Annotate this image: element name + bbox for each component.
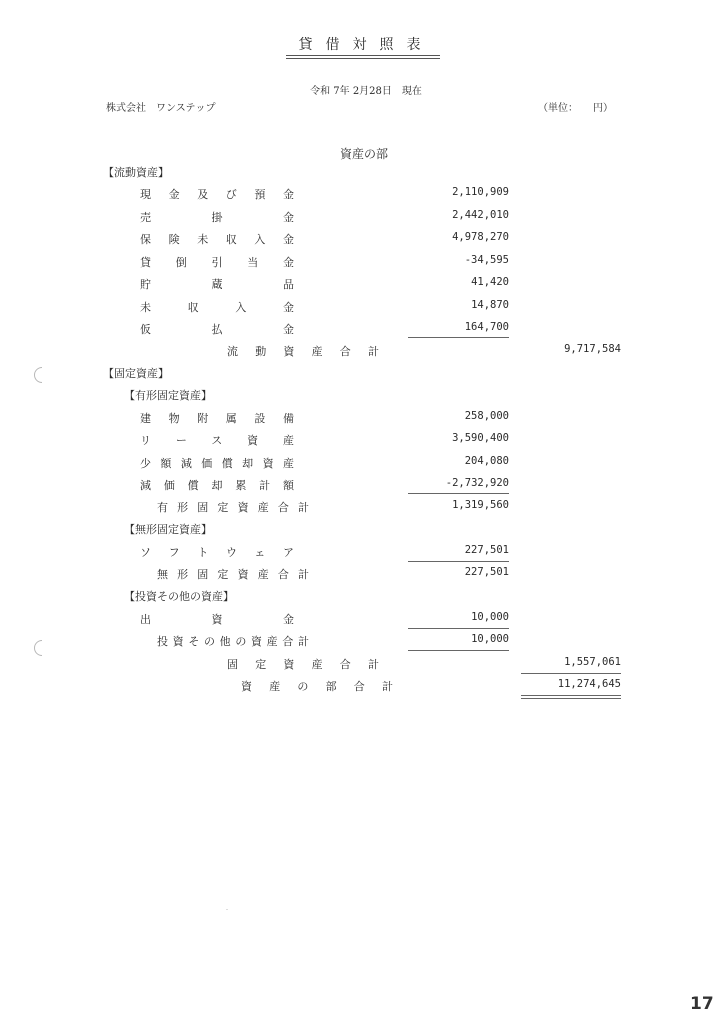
fixed-assets-heading: 【固定資産】	[103, 367, 169, 380]
punch-hole-mark	[34, 367, 50, 383]
line-item-value: 258,000	[464, 410, 509, 422]
investments-total-value: 10,000	[471, 633, 509, 645]
title-underline-second	[286, 58, 440, 59]
line-item-value: -34,595	[464, 254, 509, 266]
tangible-assets-heading: 【有形固定資産】	[124, 389, 212, 402]
intangible-assets-heading: 【無形固定資産】	[124, 523, 212, 536]
line-item-value: 41,420	[471, 276, 509, 288]
line-item-label: 未収入金	[140, 301, 294, 314]
line-item-label: 貸倒引当金	[140, 256, 294, 269]
line-item-value: 3,590,400	[452, 432, 509, 444]
investments-total-label: 投資その他の資産合計	[157, 635, 309, 648]
line-item-label: 保険未収入金	[140, 233, 294, 246]
line-item-label: 現金及び預金	[140, 188, 294, 201]
line-item-label: 建物附属設備	[140, 412, 294, 425]
current-assets-heading: 【流動資産】	[103, 166, 169, 179]
investments-heading: 【投資その他の資産】	[124, 590, 234, 603]
subtotal-rule	[408, 650, 509, 651]
scan-speck	[226, 909, 228, 910]
line-item-label: 仮払金	[140, 323, 294, 336]
line-item-value: 2,110,909	[452, 186, 509, 198]
fixed-assets-total-value: 1,557,061	[564, 656, 621, 668]
subtotal-rule	[408, 493, 509, 494]
line-item-label: リース資産	[140, 434, 294, 447]
line-item-value: 227,501	[464, 544, 509, 556]
section-title: 資産の部	[339, 147, 388, 161]
line-item-value: 204,080	[464, 455, 509, 467]
line-item-value: 14,870	[471, 299, 509, 311]
double-rule-top	[521, 695, 621, 696]
report-date: 令和 7年 2月28日 現在	[310, 86, 422, 97]
line-item-value: 164,700	[464, 321, 509, 333]
punch-hole-mark	[34, 640, 50, 656]
line-item-value: 2,442,010	[452, 209, 509, 221]
line-item-label: 減価償却累計額	[140, 479, 294, 492]
line-item-label: 出資金	[140, 613, 294, 626]
subtotal-rule	[408, 628, 509, 629]
assets-total-value: 11,274,645	[557, 678, 621, 690]
line-item-value: 4,978,270	[452, 231, 509, 243]
intangible-assets-total-value: 227,501	[464, 566, 509, 578]
line-item-label: 売掛金	[140, 211, 294, 224]
subtotal-rule	[408, 561, 509, 562]
current-assets-total-value: 9,717,584	[564, 343, 621, 355]
line-item-value: -2,732,920	[445, 477, 509, 489]
line-item-label: ソフトウェア	[140, 546, 294, 559]
total-rule	[521, 673, 621, 674]
page-number: 17	[690, 994, 714, 1014]
line-item-value: 10,000	[471, 611, 509, 623]
current-assets-total-label: 流動資産合計	[227, 345, 379, 358]
assets-total-label: 資産の部合計	[241, 680, 393, 693]
intangible-assets-total-label: 無形固定資産合計	[157, 568, 309, 581]
subtotal-rule	[408, 337, 509, 338]
company-name: 株式会社 ワンステップ	[106, 103, 216, 114]
document-title: 貸借対照表	[298, 37, 434, 53]
line-item-label: 少額減価償却資産	[140, 457, 294, 470]
line-item-label: 貯蔵品	[140, 278, 294, 291]
tangible-assets-total-value: 1,319,560	[452, 499, 509, 511]
title-underline	[286, 55, 440, 56]
fixed-assets-total-label: 固定資産合計	[227, 658, 379, 671]
currency-unit: （単位： 円）	[538, 103, 613, 114]
double-rule-bottom	[521, 698, 621, 699]
tangible-assets-total-label: 有形固定資産合計	[157, 501, 309, 514]
